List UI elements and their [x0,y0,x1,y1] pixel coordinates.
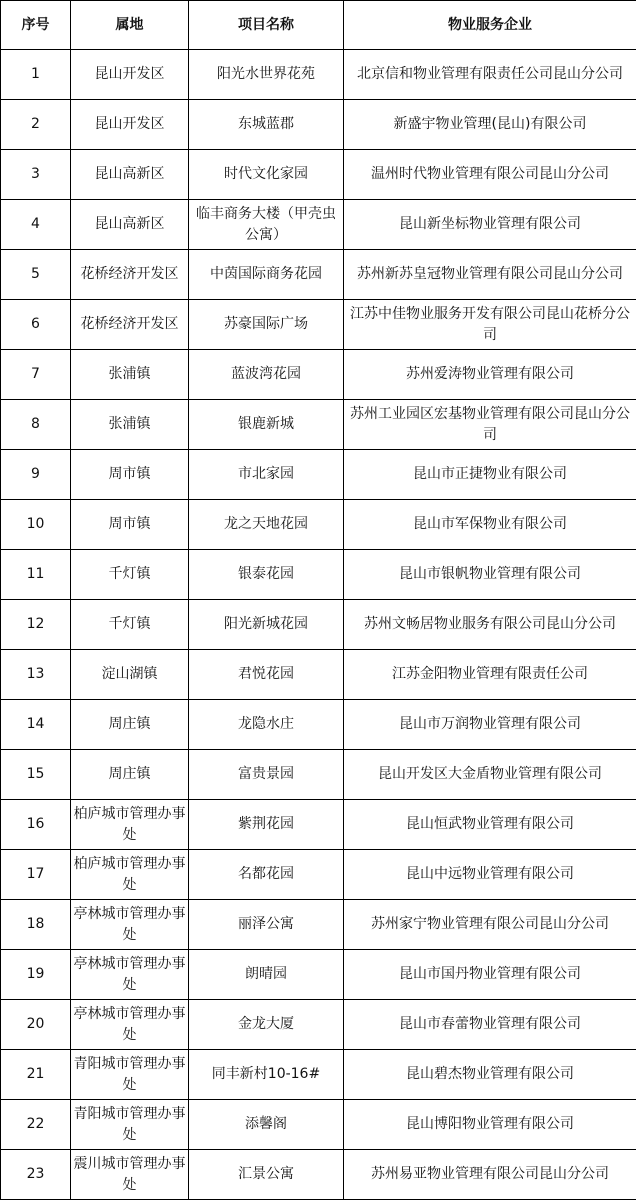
cell-project: 龙隐水庄 [189,700,344,750]
cell-company: 新盛宇物业管理(昆山)有限公司 [344,100,636,150]
cell-project: 阳光水世界花苑 [189,50,344,100]
cell-area: 花桥经济开发区 [71,250,189,300]
header-project: 项目名称 [189,1,344,50]
table-row [1,1000,636,1050]
cell-project: 银泰花园 [189,550,344,600]
cell-area: 柏庐城市管理办事处 [71,850,189,900]
table-row [1,650,636,700]
cell-area: 昆山开发区 [71,100,189,150]
table-body [1,50,636,1200]
table-row [1,550,636,600]
cell-area: 柏庐城市管理办事处 [71,800,189,850]
header-row [1,1,636,50]
table-row [1,200,636,250]
table-row [1,600,636,650]
cell-company: 昆山中远物业管理有限公司 [344,850,636,900]
cell-project: 丽泽公寓 [189,900,344,950]
cell-company: 江苏中佳物业服务开发有限公司昆山花桥分公司 [344,300,636,350]
cell-project: 阳光新城花园 [189,600,344,650]
cell-no: 17 [1,850,71,900]
cell-area: 震川城市管理办事处 [71,1150,189,1200]
cell-project: 龙之天地花园 [189,500,344,550]
cell-area: 周庄镇 [71,750,189,800]
cell-no: 1 [1,50,71,100]
cell-project: 名都花园 [189,850,344,900]
cell-project: 蓝波湾花园 [189,350,344,400]
table-row [1,1150,636,1200]
cell-project: 朗晴园 [189,950,344,1000]
cell-company: 昆山市银帆物业管理有限公司 [344,550,636,600]
cell-area: 昆山高新区 [71,200,189,250]
cell-project: 苏豪国际广场 [189,300,344,350]
cell-company: 昆山新坐标物业管理有限公司 [344,200,636,250]
cell-company: 昆山市万润物业管理有限公司 [344,700,636,750]
cell-no: 19 [1,950,71,1000]
cell-no: 18 [1,900,71,950]
table-row [1,100,636,150]
table-row [1,750,636,800]
cell-area: 张浦镇 [71,400,189,450]
table-row [1,350,636,400]
cell-project: 君悦花园 [189,650,344,700]
cell-area: 周市镇 [71,450,189,500]
cell-area: 花桥经济开发区 [71,300,189,350]
cell-no: 14 [1,700,71,750]
cell-company: 昆山市军保物业有限公司 [344,500,636,550]
cell-no: 6 [1,300,71,350]
cell-no: 21 [1,1050,71,1100]
cell-area: 淀山湖镇 [71,650,189,700]
table-row [1,1100,636,1150]
table-row [1,500,636,550]
cell-project: 东城蓝郡 [189,100,344,150]
cell-no: 13 [1,650,71,700]
cell-no: 11 [1,550,71,600]
cell-area: 亭林城市管理办事处 [71,950,189,1000]
cell-project: 金龙大厦 [189,1000,344,1050]
table-row [1,950,636,1000]
cell-no: 5 [1,250,71,300]
header-company: 物业服务企业 [344,1,636,50]
cell-company: 昆山市国丹物业管理有限公司 [344,950,636,1000]
cell-company: 昆山博阳物业管理有限公司 [344,1100,636,1150]
cell-no: 16 [1,800,71,850]
cell-company: 苏州家宁物业管理有限公司昆山分公司 [344,900,636,950]
cell-no: 3 [1,150,71,200]
cell-company: 苏州新苏皇冠物业管理有限公司昆山分公司 [344,250,636,300]
cell-no: 20 [1,1000,71,1050]
cell-company: 苏州爱涛物业管理有限公司 [344,350,636,400]
table-row [1,150,636,200]
table-row [1,900,636,950]
cell-no: 23 [1,1150,71,1200]
cell-project: 市北家园 [189,450,344,500]
cell-company: 昆山市正捷物业有限公司 [344,450,636,500]
cell-no: 4 [1,200,71,250]
cell-company: 北京信和物业管理有限责任公司昆山分公司 [344,50,636,100]
cell-no: 7 [1,350,71,400]
table-row [1,50,636,100]
table-row [1,250,636,300]
cell-area: 周庄镇 [71,700,189,750]
cell-company: 昆山开发区大金盾物业管理有限公司 [344,750,636,800]
cell-no: 9 [1,450,71,500]
cell-project: 银鹿新城 [189,400,344,450]
header-no: 序号 [1,1,71,50]
cell-area: 亭林城市管理办事处 [71,900,189,950]
cell-project: 同丰新村10-16# [189,1050,344,1100]
cell-project: 紫荆花园 [189,800,344,850]
cell-project: 时代文化家园 [189,150,344,200]
cell-project: 富贵景园 [189,750,344,800]
cell-company: 苏州易亚物业管理有限公司昆山分公司 [344,1150,636,1200]
table-row [1,450,636,500]
cell-project: 汇景公寓 [189,1150,344,1200]
cell-company: 昆山碧杰物业管理有限公司 [344,1050,636,1100]
cell-company: 昆山市春蕾物业管理有限公司 [344,1000,636,1050]
cell-no: 8 [1,400,71,450]
cell-no: 2 [1,100,71,150]
cell-project: 添馨阁 [189,1100,344,1150]
cell-project: 中茵国际商务花园 [189,250,344,300]
table-row [1,800,636,850]
cell-company: 苏州文畅居物业服务有限公司昆山分公司 [344,600,636,650]
cell-no: 12 [1,600,71,650]
cell-company: 昆山恒武物业管理有限公司 [344,800,636,850]
cell-area: 亭林城市管理办事处 [71,1000,189,1050]
cell-company: 温州时代物业管理有限公司昆山分公司 [344,150,636,200]
cell-no: 10 [1,500,71,550]
table-row [1,1050,636,1100]
cell-company: 苏州工业园区宏基物业管理有限公司昆山分公司 [344,400,636,450]
cell-no: 22 [1,1100,71,1150]
cell-area: 周市镇 [71,500,189,550]
table-row [1,400,636,450]
cell-area: 青阳城市管理办事处 [71,1100,189,1150]
header-area: 属地 [71,1,189,50]
table-row [1,700,636,750]
table-row [1,850,636,900]
cell-no: 15 [1,750,71,800]
cell-company: 江苏金阳物业管理有限责任公司 [344,650,636,700]
cell-area: 千灯镇 [71,600,189,650]
table-row [1,300,636,350]
cell-area: 昆山高新区 [71,150,189,200]
cell-area: 千灯镇 [71,550,189,600]
cell-area: 昆山开发区 [71,50,189,100]
cell-area: 张浦镇 [71,350,189,400]
cell-project: 临丰商务大楼（甲壳虫公寓） [189,200,344,250]
cell-area: 青阳城市管理办事处 [71,1050,189,1100]
